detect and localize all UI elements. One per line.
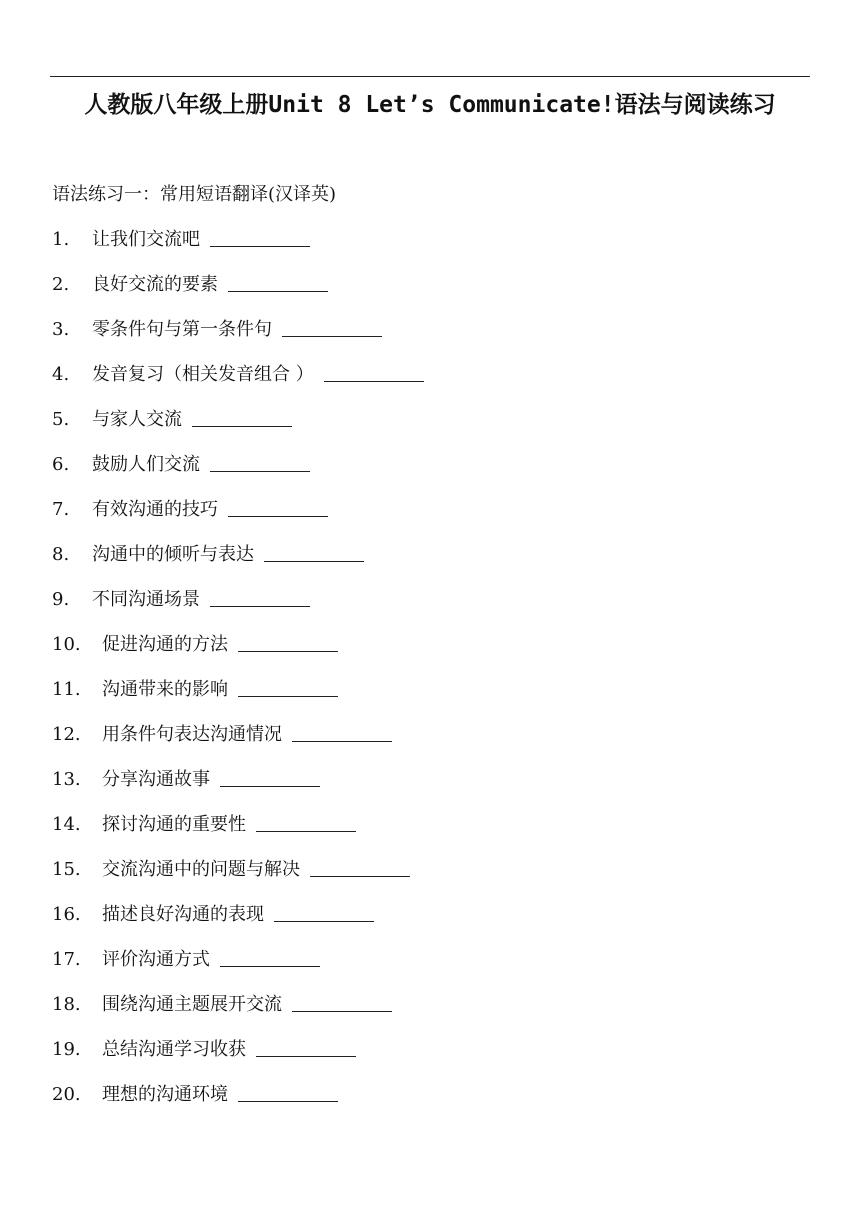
item-text: 理想的沟通环境	[102, 1084, 228, 1105]
item-text: 有效沟通的技巧	[92, 499, 218, 520]
item-number: 16.	[52, 904, 81, 925]
header-rule	[50, 76, 810, 77]
exercise-item	[52, 810, 424, 855]
exercise-item	[52, 630, 424, 675]
exercise-item	[52, 1080, 424, 1125]
item-number: 1.	[52, 229, 70, 250]
item-number: 20.	[52, 1084, 81, 1105]
answer-blank[interactable]	[264, 547, 364, 562]
item-number: 2.	[52, 274, 70, 295]
exercise-item	[52, 945, 424, 990]
answer-blank[interactable]	[256, 817, 356, 832]
answer-blank[interactable]	[228, 277, 328, 292]
answer-blank[interactable]	[238, 1087, 338, 1102]
item-text: 不同沟通场景	[92, 589, 200, 610]
item-text: 零条件句与第一条件句	[92, 319, 272, 340]
answer-blank[interactable]	[282, 322, 382, 337]
item-number: 6.	[52, 454, 70, 475]
item-number: 15.	[52, 859, 81, 880]
item-text: 探讨沟通的重要性	[102, 814, 246, 835]
answer-blank[interactable]	[256, 1042, 356, 1057]
exercise-item	[52, 360, 424, 405]
item-number: 19.	[52, 1039, 81, 1060]
document-title: 人教版八年级上册Unit 8 Let’s Communicate!语法与阅读练习	[84, 92, 776, 118]
answer-blank[interactable]	[220, 952, 320, 967]
exercise-item	[52, 1035, 424, 1080]
item-number: 17.	[52, 949, 81, 970]
answer-blank[interactable]	[210, 232, 310, 247]
exercise-item	[52, 405, 424, 450]
answer-blank[interactable]	[292, 727, 392, 742]
answer-blank[interactable]	[220, 772, 320, 787]
item-text: 用条件句表达沟通情况	[102, 724, 282, 745]
item-text: 总结沟通学习收获	[102, 1039, 246, 1060]
exercise-item	[52, 225, 424, 270]
exercise-item	[52, 585, 424, 630]
item-number: 13.	[52, 769, 81, 790]
exercise-item	[52, 900, 424, 945]
answer-blank[interactable]	[310, 862, 410, 877]
item-number: 8.	[52, 544, 70, 565]
item-number: 10.	[52, 634, 81, 655]
item-text: 沟通带来的影响	[102, 679, 228, 700]
exercise-item	[52, 990, 424, 1035]
answer-blank[interactable]	[192, 412, 292, 427]
exercise-item	[52, 450, 424, 495]
item-text: 发音复习（相关发音组合 ）	[92, 364, 314, 385]
item-text: 分享沟通故事	[102, 769, 210, 790]
item-text: 评价沟通方式	[102, 949, 210, 970]
item-number: 7.	[52, 499, 70, 520]
item-number: 18.	[52, 994, 81, 1015]
item-text: 交流沟通中的问题与解决	[102, 859, 300, 880]
exercise-item	[52, 855, 424, 900]
item-text: 让我们交流吧	[92, 229, 200, 250]
answer-blank[interactable]	[324, 367, 424, 382]
item-text: 沟通中的倾听与表达	[92, 544, 254, 565]
item-number: 5.	[52, 409, 70, 430]
exercise-item	[52, 270, 424, 315]
item-number: 12.	[52, 724, 81, 745]
item-text: 良好交流的要素	[92, 274, 218, 295]
item-text: 围绕沟通主题展开交流	[102, 994, 282, 1015]
section-heading: 语法练习一：常用短语翻译(汉译英)	[52, 184, 337, 205]
answer-blank[interactable]	[238, 682, 338, 697]
item-number: 9.	[52, 589, 70, 610]
exercise-list	[52, 225, 424, 1125]
exercise-item	[52, 315, 424, 360]
item-number: 11.	[52, 679, 81, 700]
exercise-item	[52, 765, 424, 810]
answer-blank[interactable]	[238, 637, 338, 652]
answer-blank[interactable]	[274, 907, 374, 922]
item-text: 鼓励人们交流	[92, 454, 200, 475]
answer-blank[interactable]	[210, 592, 310, 607]
answer-blank[interactable]	[228, 502, 328, 517]
exercise-item	[52, 495, 424, 540]
item-number: 4.	[52, 364, 70, 385]
item-text: 与家人交流	[92, 409, 182, 430]
exercise-item	[52, 675, 424, 720]
item-text: 描述良好沟通的表现	[102, 904, 264, 925]
item-number: 3.	[52, 319, 70, 340]
item-text: 促进沟通的方法	[102, 634, 228, 655]
exercise-item	[52, 540, 424, 585]
exercise-item	[52, 720, 424, 765]
answer-blank[interactable]	[210, 457, 310, 472]
item-number: 14.	[52, 814, 81, 835]
answer-blank[interactable]	[292, 997, 392, 1012]
